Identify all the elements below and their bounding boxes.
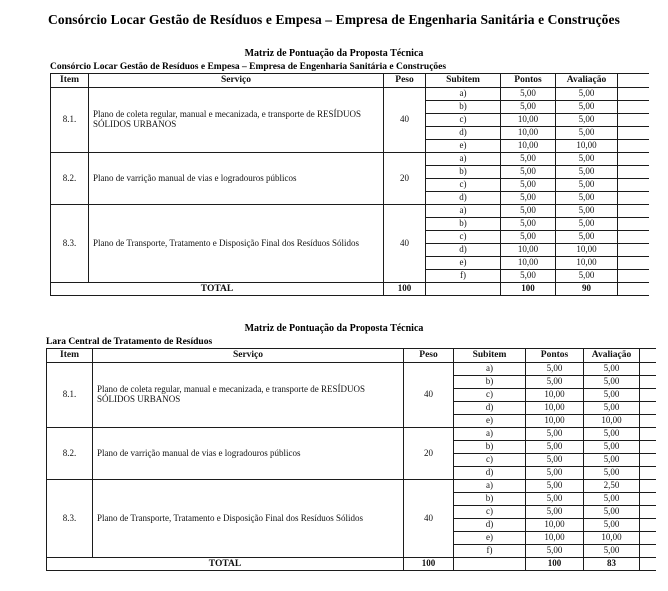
subitem-row — [47, 428, 656, 441]
ghost-cell — [640, 349, 656, 363]
subitem-cell: a) — [426, 153, 501, 166]
points-cell: 5,00 — [526, 428, 584, 441]
item-cell: 8.2. — [51, 153, 89, 205]
page-title: Consórcio Locar Gestão de Resíduos e Empesa – Empresa de Engenharia Sanitária e Construções — [48, 12, 620, 27]
score-cell: 10,00 — [584, 415, 640, 428]
subitem-cell: a) — [426, 205, 501, 218]
score-cell: 5,00 — [584, 519, 640, 532]
scoring-table — [50, 73, 649, 296]
total-points: 100 — [501, 283, 556, 296]
score-cell: 5,00 — [556, 166, 618, 179]
score-cell: 5,00 — [584, 454, 640, 467]
points-cell: 5,00 — [501, 153, 556, 166]
subitem-cell: c) — [426, 231, 501, 244]
service-cell: Plano de coleta regular, manual e mecanizada, e transporte de RESÍDUOS SÓLIDOS URBANOS — [89, 88, 384, 153]
points-cell: 5,00 — [526, 467, 584, 480]
service-cell: Plano de Transporte, Tratamento e Disposição Final dos Resíduos Sólidos — [93, 480, 404, 558]
subitem-cell: c) — [454, 389, 526, 402]
column-header-item: Item — [51, 74, 89, 88]
matrix-section-2 — [0, 323, 668, 571]
weight-cell: 40 — [384, 88, 426, 153]
points-cell: 10,00 — [501, 140, 556, 153]
weight-cell: 20 — [404, 428, 454, 480]
scoring-table — [46, 348, 656, 571]
score-cell: 5,00 — [556, 153, 618, 166]
column-header-subitem: Subitem — [454, 349, 526, 363]
points-cell: 5,00 — [501, 88, 556, 101]
subitem-cell: c) — [454, 506, 526, 519]
score-cell: 5,00 — [584, 402, 640, 415]
score-cell: 5,00 — [584, 493, 640, 506]
ghost-cell — [640, 363, 656, 376]
total-row — [51, 283, 649, 296]
ghost-cell — [640, 415, 656, 428]
subitem-cell: d) — [426, 192, 501, 205]
header-row — [51, 74, 649, 88]
subitem-cell: e) — [426, 257, 501, 270]
subitem-cell: c) — [454, 454, 526, 467]
ghost-cell — [618, 101, 649, 114]
ghost-cell — [640, 441, 656, 454]
subitem-cell: c) — [426, 114, 501, 127]
column-header-points: Pontos — [501, 74, 556, 88]
subitem-cell: d) — [454, 467, 526, 480]
score-cell: 5,00 — [556, 231, 618, 244]
ghost-cell — [618, 127, 649, 140]
points-cell: 5,00 — [501, 166, 556, 179]
ghost-cell — [618, 283, 649, 296]
points-cell: 5,00 — [501, 192, 556, 205]
points-cell: 10,00 — [526, 532, 584, 545]
total-subitem — [454, 558, 526, 571]
score-cell: 10,00 — [556, 244, 618, 257]
subitem-cell: c) — [426, 179, 501, 192]
points-cell: 10,00 — [501, 127, 556, 140]
ghost-cell — [640, 467, 656, 480]
ghost-cell — [640, 532, 656, 545]
subitem-cell: e) — [454, 415, 526, 428]
score-cell: 10,00 — [584, 532, 640, 545]
subitem-cell: b) — [454, 376, 526, 389]
item-cell: 8.1. — [51, 88, 89, 153]
ghost-cell — [640, 506, 656, 519]
column-header-score: Avaliação — [556, 74, 618, 88]
points-cell: 5,00 — [501, 179, 556, 192]
subitem-row — [51, 88, 649, 101]
points-cell: 5,00 — [526, 493, 584, 506]
total-score: 83 — [584, 558, 640, 571]
subitem-cell: e) — [454, 532, 526, 545]
matrix-title: Matriz de Pontuação da Proposta Técnica — [244, 48, 424, 59]
subitem-cell: a) — [454, 363, 526, 376]
ghost-cell — [640, 493, 656, 506]
score-cell: 5,00 — [556, 218, 618, 231]
points-cell: 5,00 — [501, 205, 556, 218]
column-header-weight: Peso — [384, 74, 426, 88]
header-row — [47, 349, 656, 363]
item-cell: 8.3. — [51, 205, 89, 283]
subitem-row — [51, 153, 649, 166]
service-cell: Plano de varrição manual de vias e logradouros públicos — [93, 428, 404, 480]
weight-cell: 40 — [384, 205, 426, 283]
subitem-cell: a) — [426, 88, 501, 101]
total-label: TOTAL — [47, 558, 404, 571]
ghost-cell — [640, 402, 656, 415]
weight-cell: 40 — [404, 363, 454, 428]
total-points: 100 — [526, 558, 584, 571]
column-header-item: Item — [47, 349, 93, 363]
score-cell: 5,00 — [584, 363, 640, 376]
ghost-cell — [640, 519, 656, 532]
total-score: 90 — [556, 283, 618, 296]
subitem-row — [47, 363, 656, 376]
score-cell: 5,00 — [556, 101, 618, 114]
ghost-cell — [618, 140, 649, 153]
subitem-cell: d) — [454, 519, 526, 532]
subitem-row — [51, 205, 649, 218]
score-cell: 5,00 — [556, 127, 618, 140]
subitem-cell: b) — [426, 101, 501, 114]
ghost-cell — [618, 231, 649, 244]
ghost-cell — [618, 244, 649, 257]
matrix-title: Matriz de Pontuação da Proposta Técnica — [244, 323, 424, 334]
ghost-cell — [640, 428, 656, 441]
ghost-cell — [640, 558, 656, 571]
matrix-section-1 — [0, 48, 668, 296]
ghost-cell — [618, 270, 649, 283]
score-cell: 5,00 — [556, 114, 618, 127]
total-subitem — [426, 283, 501, 296]
subitem-cell: f) — [454, 545, 526, 558]
points-cell: 10,00 — [526, 402, 584, 415]
column-header-subitem: Subitem — [426, 74, 501, 88]
ghost-cell — [618, 114, 649, 127]
score-cell: 5,00 — [584, 389, 640, 402]
points-cell: 5,00 — [526, 506, 584, 519]
document-page — [0, 12, 668, 591]
subitem-cell: b) — [426, 218, 501, 231]
score-cell: 5,00 — [584, 506, 640, 519]
ghost-cell — [640, 480, 656, 493]
points-cell: 10,00 — [526, 415, 584, 428]
subitem-cell: d) — [426, 127, 501, 140]
ghost-cell — [618, 166, 649, 179]
points-cell: 5,00 — [526, 363, 584, 376]
weight-cell: 40 — [404, 480, 454, 558]
column-header-points: Pontos — [526, 349, 584, 363]
column-header-score: Avaliação — [584, 349, 640, 363]
subitem-cell: e) — [426, 140, 501, 153]
subitem-cell: f) — [426, 270, 501, 283]
total-weight: 100 — [384, 283, 426, 296]
ghost-cell — [640, 389, 656, 402]
score-cell: 5,00 — [556, 88, 618, 101]
matrix-subtitle: Consórcio Locar Gestão de Resíduos e Empesa – Empresa de Engenharia Sanitária e Construções — [50, 62, 447, 72]
subitem-cell: a) — [454, 428, 526, 441]
points-cell: 10,00 — [526, 519, 584, 532]
score-cell: 5,00 — [584, 428, 640, 441]
weight-cell: 20 — [384, 153, 426, 205]
ghost-cell — [618, 74, 649, 88]
points-cell: 5,00 — [501, 270, 556, 283]
subitem-cell: b) — [454, 493, 526, 506]
total-label: TOTAL — [51, 283, 384, 296]
points-cell: 10,00 — [501, 257, 556, 270]
score-cell: 2,50 — [584, 480, 640, 493]
score-cell: 5,00 — [556, 205, 618, 218]
points-cell: 10,00 — [501, 244, 556, 257]
points-cell: 5,00 — [526, 545, 584, 558]
points-cell: 5,00 — [526, 454, 584, 467]
subitem-row — [47, 480, 656, 493]
ghost-cell — [618, 88, 649, 101]
ghost-cell — [640, 454, 656, 467]
total-row — [47, 558, 656, 571]
subitem-cell: d) — [426, 244, 501, 257]
score-cell: 5,00 — [556, 270, 618, 283]
item-cell: 8.2. — [47, 428, 93, 480]
points-cell: 5,00 — [526, 441, 584, 454]
subitem-cell: b) — [454, 441, 526, 454]
service-cell: Plano de Transporte, Tratamento e Disposição Final dos Resíduos Sólidos — [89, 205, 384, 283]
item-cell: 8.3. — [47, 480, 93, 558]
score-cell: 10,00 — [556, 257, 618, 270]
score-cell: 5,00 — [556, 192, 618, 205]
subitem-cell: a) — [454, 480, 526, 493]
service-cell: Plano de coleta regular, manual e mecanizada, e transporte de RESÍDUOS SÓLIDOS URBANOS — [93, 363, 404, 428]
points-cell: 10,00 — [501, 114, 556, 127]
ghost-cell — [640, 545, 656, 558]
points-cell: 5,00 — [501, 218, 556, 231]
ghost-cell — [618, 192, 649, 205]
service-cell: Plano de varrição manual de vias e logradouros públicos — [89, 153, 384, 205]
column-header-service: Serviço — [93, 349, 404, 363]
score-cell: 5,00 — [584, 545, 640, 558]
points-cell: 5,00 — [526, 376, 584, 389]
score-cell: 5,00 — [584, 376, 640, 389]
score-cell: 5,00 — [584, 467, 640, 480]
subitem-cell: b) — [426, 166, 501, 179]
matrix-subtitle: Lara Central de Tratamento de Resíduos — [46, 337, 213, 347]
ghost-cell — [618, 153, 649, 166]
ghost-cell — [618, 205, 649, 218]
score-cell: 10,00 — [556, 140, 618, 153]
item-cell: 8.1. — [47, 363, 93, 428]
score-cell: 5,00 — [584, 441, 640, 454]
ghost-cell — [640, 376, 656, 389]
ghost-cell — [618, 179, 649, 192]
ghost-cell — [618, 257, 649, 270]
points-cell: 5,00 — [501, 231, 556, 244]
ghost-cell — [618, 218, 649, 231]
score-cell: 5,00 — [556, 179, 618, 192]
points-cell: 5,00 — [526, 480, 584, 493]
column-header-weight: Peso — [404, 349, 454, 363]
total-weight: 100 — [404, 558, 454, 571]
column-header-service: Serviço — [89, 74, 384, 88]
points-cell: 10,00 — [526, 389, 584, 402]
points-cell: 5,00 — [501, 101, 556, 114]
subitem-cell: d) — [454, 402, 526, 415]
